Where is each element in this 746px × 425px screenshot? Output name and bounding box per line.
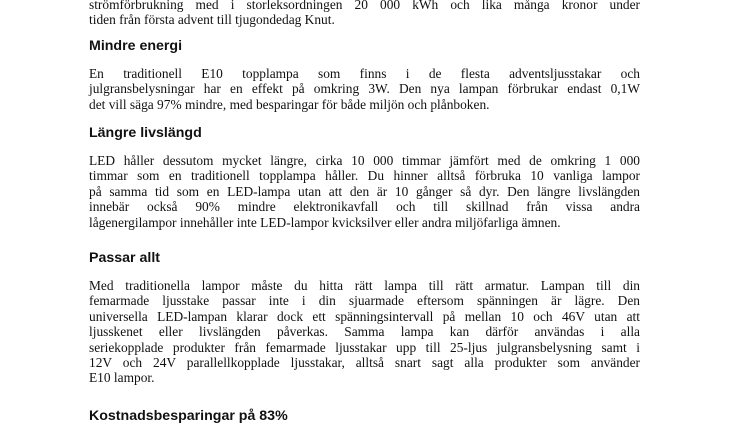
text-line: timmar som en traditionell topplampa håller. Du hinner alltså förbruka 10 vanliga lampor [89, 168, 640, 184]
text-line: julgransbelysningar har en effekt på omkring 3W. Den nya lampan förbrukar endast 0,1W [89, 81, 640, 97]
section-heading: Mindre energi [89, 38, 183, 54]
section-paragraph [89, 153, 640, 230]
text-line: innebär också 90% mindre elektronikavfall och till skillnad från vissa andra [89, 199, 640, 215]
text-line: strömförbrukning med i storleksordningen 20 000 kWh och lika många kronor under [89, 0, 640, 12]
text-line: LED håller dessutom mycket längre, cirka 10 000 timmar jämfört med de omkring 1 000 [89, 153, 640, 168]
text-line: tiden från första advent till tjugondedag Knut. [89, 12, 335, 28]
text-line: ljusskenet eller livslängden påverkas. Samma lampa kan därför användas i alla [89, 324, 640, 340]
text-line: seriekopplade produkter från femarmade ljusstakar upp till 25-ljus julgransbelysning samt i [89, 339, 640, 355]
text-line: femarmade ljusstake passar inte i din sjuarmade eftersom spänningen är lägre. Den [89, 293, 640, 309]
text-line: lågenergilampor innehåller inte LED-lampor kvicksilver eller andra miljöfarliga ämnen. [89, 214, 561, 230]
text-line: En traditionell E10 topplampa som finns i de flesta adventsljusstakar och [89, 66, 640, 81]
text-line: universella LED-lampan klarar dock ett spänningsintervall på mellan 10 och 46V utan att [89, 308, 640, 324]
intro-paragraph [89, 0, 640, 28]
section-paragraph [89, 278, 640, 386]
text-line: Med traditionella lampor måste du hitta rätt lampa till rätt armatur. Lampan till din [89, 278, 640, 293]
section-heading: Passar allt [89, 250, 160, 266]
text-line: E10 lampor. [89, 370, 155, 386]
text-line: 12V och 24V parallellkopplade ljusstakar, alltså snart sagt alla produkter som använder [89, 354, 640, 370]
section-paragraph [89, 66, 640, 112]
section-heading: Kostnadsbesparingar på 83% [89, 408, 288, 424]
text-line: på samma tid som en LED-lampa utan att den är 10 gånger så dyr. Den längre livslängden [89, 183, 640, 199]
text-line: det vill säga 97% mindre, med besparingar för både miljön och plånboken. [89, 96, 490, 112]
section-heading: Längre livslängd [89, 125, 202, 141]
